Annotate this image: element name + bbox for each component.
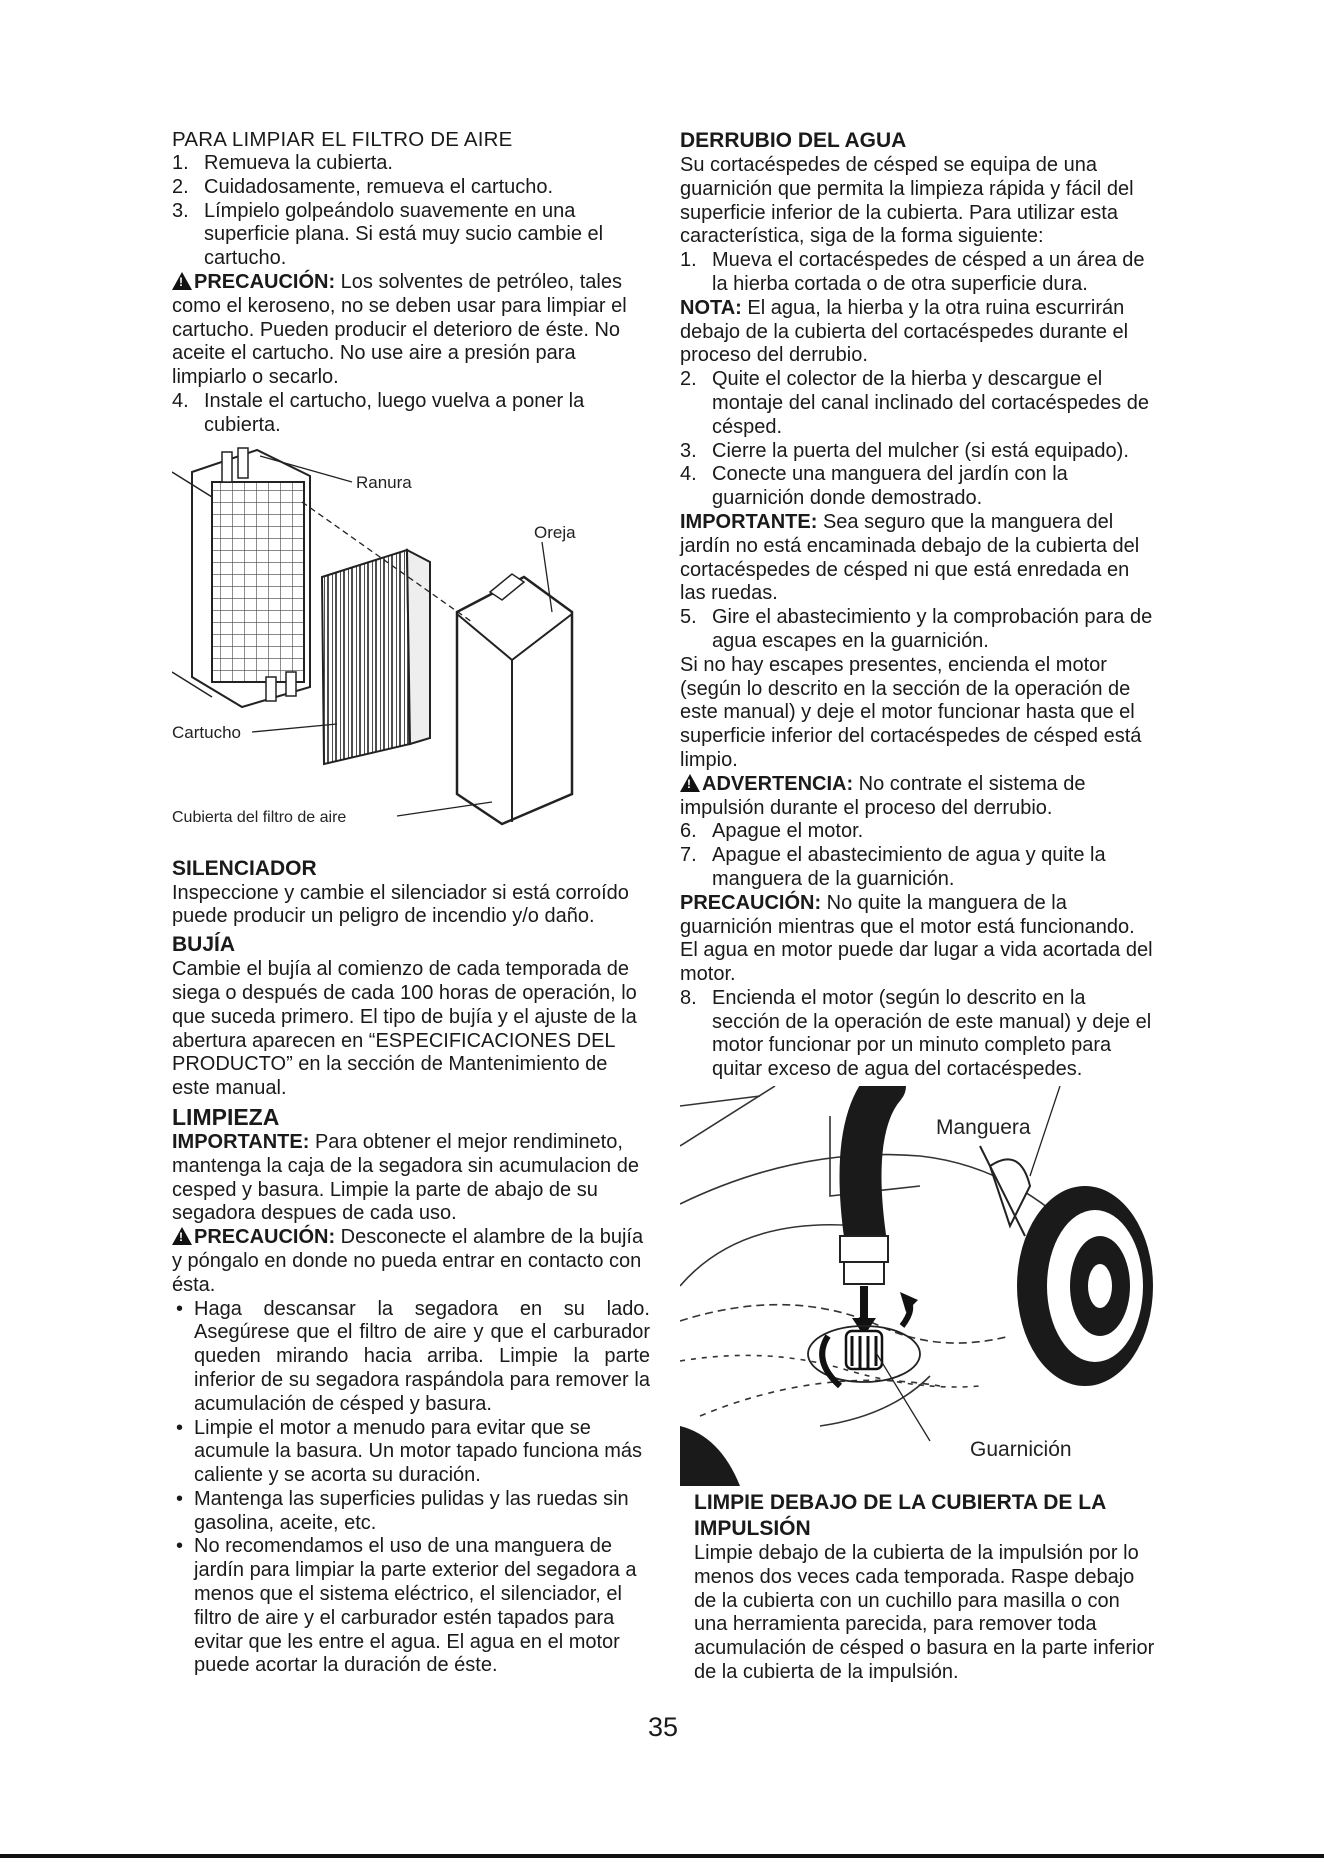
list-item: 2. Quite el colector de la hierba y descargue el montaje del canal inclinado del cortacéspedes de césped. (680, 368, 1149, 438)
wash-step-8 (680, 987, 1158, 1082)
wash-step-1 (680, 249, 1158, 297)
left-column (172, 128, 650, 1678)
list-item: 7. Apague el abastecimiento de agua y quite la manguera de la guarnición. (680, 844, 1106, 890)
right-column (680, 128, 1158, 1685)
garden-hose (840, 1086, 888, 1336)
deck-cleaning-text: Limpie debajo de la cubierta de la impulsión por lo menos dos veces cada temporada. Raspe debajo de la cubierta con un cuchillo para masilla o con una herramienta parecida, para remover toda acumulación de césped o basura en la parte inferior de la cubierta de la impulsión. (694, 1542, 1155, 1684)
warning-paragraph: !ADVERTENCIA: No contrate el sistema de impulsión durante el proceso del derrubio. (680, 773, 1158, 821)
warning-triangle-icon (172, 272, 192, 290)
list-item: 4. Instale el cartucho, luego vuelva a poner la cubierta. (172, 389, 585, 436)
filter-cartridge (322, 550, 430, 764)
spark-plug-title: BUJÍA (172, 933, 236, 957)
rear-wheel (680, 1426, 740, 1486)
list-item: 3. Límpielo golpeándolo suavemente en una superficie plana. Si está muy sucio cambie el cartucho. (172, 199, 604, 270)
caution-paragraph: PRECAUCIÓN: No quite la manguera de la guarnición mientras que el motor está funcionando. El agua en motor puede dar lugar a vida acortada del motor. (680, 891, 1153, 986)
guarnicion-label: Guarnición (970, 1438, 1072, 1462)
list-item: 6. Apague el motor. (680, 820, 864, 843)
bottom-rule (0, 1854, 1324, 1858)
note-paragraph: NOTA: El agua, la hierba y la otra ruina escurrirán debajo de la cubierta del cortacéspedes durante el proceso del derrubio. (680, 296, 1129, 367)
wash-steps-2-4 (680, 368, 1158, 511)
wash-title: DERRUBIO DEL AGUA (680, 129, 907, 152)
air-filter-steps (172, 152, 650, 271)
list-item: 2. Cuidadosamente, remueva el cartucho. (172, 175, 554, 198)
ranura-label: Ranura (356, 472, 412, 492)
air-filter-title: PARA LIMPIAR EL FILTRO DE AIRE (172, 128, 513, 151)
manguera-label: Manguera (936, 1116, 1031, 1140)
deck-cleaning-title: LIMPIE DEBAJO DE LA CUBIERTA DE LA IMPULSIÓN (694, 1491, 1106, 1541)
list-item: 3. Cierre la puerta del mulcher (si está equipado). (680, 439, 1129, 462)
important-paragraph: IMPORTANTE: Para obtener el mejor rendimineto, mantenga la caja de la segadora sin acumulacion de cesped y basura. Limpie la parte de abajo de su segadora despues de cada uso. (172, 1130, 639, 1225)
hose-connection-diagram (680, 1086, 1158, 1486)
cartucho-label: Cartucho (172, 722, 241, 742)
cleaning-title: LIMPIEZA (172, 1103, 280, 1130)
filter-housing (172, 448, 310, 707)
list-item: 8. Encienda el motor (según lo descrito en la sección de la operación de este manual) y deje el motor funcionar por un minuto completo para quitar exceso de agua del cortacéspedes. (680, 986, 1152, 1081)
warning-triangle-icon (680, 774, 700, 792)
list-item: • Haga descansar la segadora en su lado. Asegúrese que el filtro de aire y que el carburador queden mirando hacia arriba. Limpie la parte inferior de su segadora raspándola para remover la acumulación de césped y basura. (176, 1297, 650, 1415)
list-item: • Mantenga las superficies pulidas y las ruedas sin gasolina, aceite, etc. (176, 1487, 629, 1534)
wash-steps-6-7 (680, 820, 1158, 891)
wash-intro: Su cortacéspedes de césped se equipa de una guarnición que permita la limpieza rápida y fácil del superficie inferior de la cubierta. Para utilizar esta característica, siga de la forma siguiente: (680, 154, 1134, 248)
air-filter-step-4 (172, 390, 650, 438)
muffler-text: Inspeccione y cambie el silenciador si está corroído puede producir un peligro de incendio y/o daño. (172, 881, 629, 928)
mower-wheel (980, 1146, 1153, 1386)
no-leaks-paragraph: Si no hay escapes presentes, encienda el motor (según lo descrito en la sección de la operación de este manual) y deje el motor funcionar hasta que el superficie inferior del cortacéspedes de césped está limpio. (680, 653, 1142, 771)
muffler-title: SILENCIADOR (172, 856, 317, 880)
important-paragraph: IMPORTANTE: Sea seguro que la manguera del jardín no está encaminada debajo de la cubierta del cortacéspedes de césped ni que está enredada en las ruedas. (680, 510, 1140, 605)
caution-paragraph-1: !PRECAUCIÓN: Los solventes de petróleo, tales como el keroseno, no se deben usar para limpiar el cartucho. Pueden producir el deterioro de éste. No aceite el cartucho. No use aire a presión para limpiarlo o secarlo. (172, 271, 650, 390)
wash-step-5 (680, 606, 1158, 654)
list-item: 5. Gire el abastecimiento y la comprobación para de agua escapes en la guarnición. (680, 606, 1153, 652)
air-filter-diagram (172, 442, 650, 852)
spark-plug-text: Cambie el bujía al comienzo de cada temporada de siega o después de cada 100 horas de operación, lo que suceda primero. El tipo de bujía y el ajuste de la abertura aparecen en “ESPECIFICACIONES DEL PRODUCTO” en la sección de Mantenimiento de este manual. (172, 958, 637, 1100)
filter-cover (457, 574, 572, 824)
list-item: 1. Remueva la cubierta. (172, 152, 393, 174)
cubierta-label: Cubierta del filtro de aire (172, 808, 347, 826)
caution-paragraph-2: !PRECAUCIÓN: Desconecte el alambre de la bujía y póngalo en donde no pueda entrar en contacto con ésta. (172, 1226, 650, 1297)
list-item: 4. Conecte una manguera del jardín con la guarnición donde demostrado. (680, 463, 1068, 510)
oreja-label: Oreja (534, 522, 576, 542)
list-item: 1. Mueva el cortacéspedes de césped a un área de la hierba cortada o de otra superficie dura. (680, 249, 1145, 295)
cleaning-bullets (172, 1298, 650, 1679)
list-item: • Limpie el motor a menudo para evitar que se acumule la basura. Un motor tapado funciona más caliente y se acorta su duración. (176, 1416, 643, 1487)
warning-triangle-icon (172, 1227, 192, 1245)
page-number: 35 (648, 1712, 679, 1742)
list-item: • No recomendamos el uso de una manguera de jardín para limpiar la parte exterior del segadora a menos que el sistema eléctrico, el silenciador, el filtro de aire y el carburador estén tapados para evitar que les entre el agua. El agua en el motor puede acortar la duración de éste. (176, 1535, 637, 1677)
